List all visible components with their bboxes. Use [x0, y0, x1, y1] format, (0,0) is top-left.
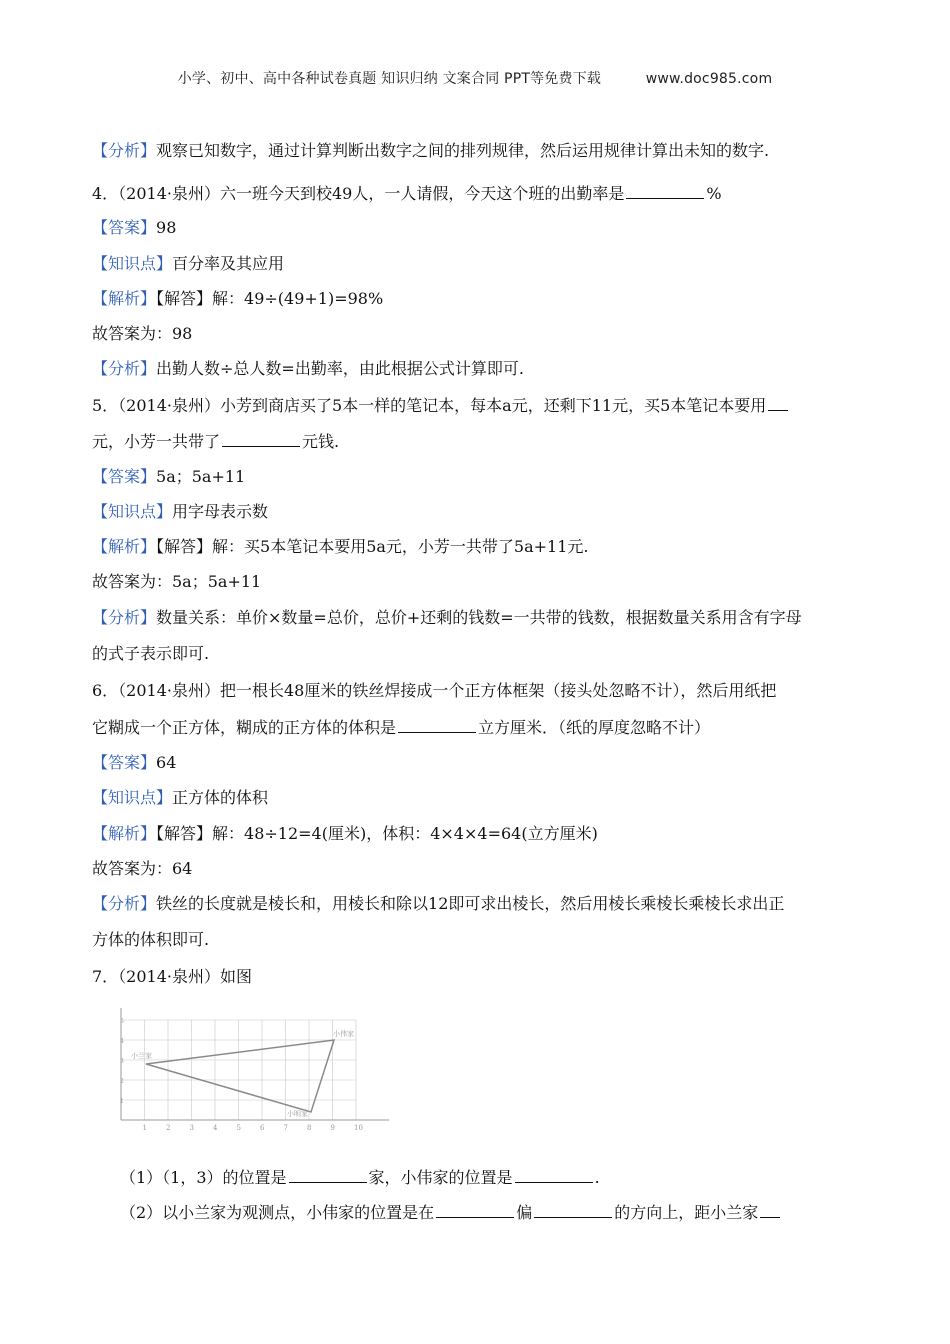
- answer-tag: 【答案】: [92, 218, 157, 237]
- analysis-tag: 【分析】: [92, 141, 157, 160]
- q6-question-line1: 6．（2014·泉州）把一根长48厘米的铁丝焊接成一个正方体框架（接头处忽略不计），然后用纸把: [92, 681, 777, 700]
- q6-analysis-line1: 【分析】铁丝的长度就是棱长和，用棱长和除以12即可求出棱长，然后用棱长乘棱长乘棱长求出正: [92, 894, 785, 913]
- q7-sub1: （1）（1，3）的位置是 家，小伟家的位置是 .: [120, 1168, 600, 1187]
- point-label-xiaolan: 小兰家: [131, 1052, 152, 1060]
- x-tick-label: 3: [189, 1124, 194, 1132]
- q6-explain: 【解析】【解答】解：48÷12=4(厘米)，体积：4×4×4=64(立方厘米): [92, 824, 598, 843]
- grid-svg: [119, 1002, 393, 1132]
- q4-analysis: 【分析】出勤人数÷总人数=出勤率，由此根据公式计算即可.: [92, 359, 524, 378]
- point-label-xiaowei: 小伟家: [333, 1030, 354, 1038]
- y-tick-label: 2: [120, 1078, 124, 1085]
- q4-answer: 【答案】98: [92, 218, 177, 237]
- tick-labels: [120, 1018, 363, 1132]
- q7-blank-2: [515, 1166, 593, 1183]
- q6-knowledge: 【知识点】正方体的体积: [92, 788, 269, 807]
- q5-blank-1: [768, 394, 788, 411]
- x-tick-label: 6: [260, 1124, 265, 1132]
- y-tick-label: 1: [120, 1098, 124, 1105]
- q4-knowledge: 【知识点】百分率及其应用: [92, 254, 285, 273]
- coordinate-grid-figure: [119, 1002, 393, 1132]
- q7-question: 7．（2014·泉州）如图: [92, 967, 252, 986]
- x-tick-label: 2: [166, 1124, 171, 1132]
- header-site-link[interactable]: www.doc985.com: [645, 71, 773, 87]
- q5-question-line2: 元，小芳一共带了 元钱.: [92, 432, 340, 451]
- x-tick-label: 10: [354, 1124, 363, 1132]
- x-tick-label: 1: [142, 1124, 147, 1132]
- grid-lines: [121, 1020, 356, 1120]
- x-tick-label: 8: [307, 1124, 312, 1132]
- y-tick-label: 3: [120, 1058, 124, 1065]
- q7-blank-1: [289, 1166, 367, 1183]
- header-text: 小学、初中、高中各种试卷真题 知识归纳 文案合同 PPT等免费下载: [177, 71, 602, 87]
- y-tick-label: 4: [120, 1038, 124, 1045]
- q5-knowledge: 【知识点】用字母表示数: [92, 502, 269, 521]
- x-tick-label: 5: [236, 1124, 241, 1132]
- q4-question: 4．（2014·泉州）六一班今天到校49人，一人请假，今天这个班的出勤率是 %: [92, 184, 722, 203]
- q6-blank: [398, 716, 476, 733]
- q5-analysis-line1: 【分析】数量关系：单价×数量=总价，总价+还剩的钱数=一共带的钱数，根据数量关系用含有字母: [92, 608, 802, 627]
- triangle-path: [146, 1040, 334, 1112]
- q5-question-line1: 5．（2014·泉州）小芳到商店买了5本一样的笔记本，每本a元，还剩下11元，买5本笔记本要用: [92, 394, 790, 417]
- q4-blank: [626, 182, 704, 199]
- x-tick-label: 7: [283, 1124, 288, 1132]
- q5-blank-2: [222, 430, 300, 447]
- q7-blank-3: [436, 1201, 514, 1218]
- q4-result: 故答案为：98: [92, 324, 193, 343]
- q5-result: 故答案为：5a；5a+11: [92, 572, 262, 591]
- x-tick-label: 4: [213, 1124, 218, 1132]
- point-label-xiaoming: 小明家: [287, 1110, 308, 1118]
- page-header: [0, 68, 950, 88]
- q7-blank-5: [760, 1201, 780, 1218]
- q7-blank-4: [534, 1201, 612, 1218]
- q5-analysis-line2: 的式子表示即可.: [92, 644, 210, 663]
- q6-analysis-line2: 方体的体积即可.: [92, 930, 210, 949]
- explain-tag: 【解析】: [92, 289, 157, 308]
- s3-analysis: 【分析】观察已知数字，通过计算判断出数字之间的排列规律，然后运用规律计算出未知的数字.: [92, 141, 770, 160]
- x-tick-label: 9: [330, 1124, 335, 1132]
- q6-result: 故答案为：64: [92, 859, 193, 878]
- y-tick-label: 5: [120, 1018, 124, 1025]
- knowledge-tag: 【知识点】: [92, 254, 173, 273]
- q6-question-line2: 它糊成一个正方体，糊成的正方体的体积是 立方厘米．（纸的厚度忽略不计）: [92, 718, 711, 737]
- q7-sub2: （2）以小兰家为观测点，小伟家的位置是在 偏 的方向上，距小兰家: [120, 1201, 782, 1224]
- q4-explain: 【解析】【解答】解：49÷(49+1)=98%: [92, 289, 384, 308]
- q6-answer: 【答案】64: [92, 753, 177, 772]
- q5-explain: 【解析】【解答】解：买5本笔记本要用5a元，小芳一共带了5a+11元.: [92, 537, 589, 556]
- q5-answer: 【答案】5a；5a+11: [92, 467, 246, 486]
